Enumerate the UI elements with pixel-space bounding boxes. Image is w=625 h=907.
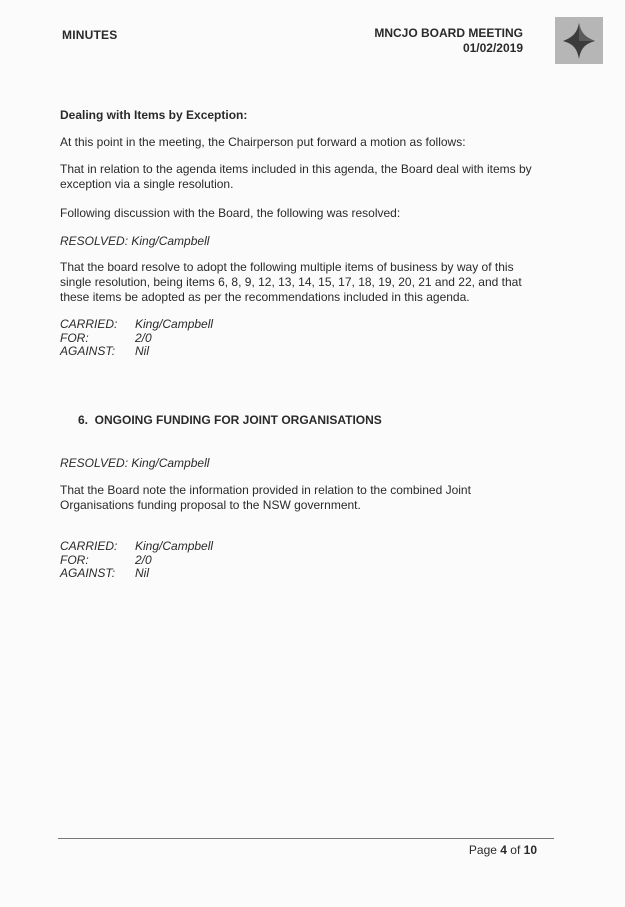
item6-resolved: RESOLVED: King/Campbell <box>60 456 210 470</box>
vote-for-value: 2/0 <box>135 552 152 567</box>
vote-for-label: FOR: <box>60 330 89 345</box>
page-prefix: Page <box>468 843 501 857</box>
item6-vote <box>60 540 213 581</box>
vote-for-value: 2/0 <box>135 330 152 345</box>
vote-against-label: AGAINST: <box>60 566 116 580</box>
vote-carried-label: CARRIED: <box>60 317 118 331</box>
vote-against-row <box>60 567 213 581</box>
item6-text: That the Board note the information provided in relation to the combined Joint Organisations funding proposal to the NSW government. <box>60 483 471 512</box>
header-meeting <box>374 26 523 56</box>
exception-heading: Dealing with Items by Exception: <box>60 108 248 122</box>
vote-against-value: Nil <box>135 566 149 580</box>
exception-intro: At this point in the meeting, the Chairperson put forward a motion as follows: <box>60 135 466 149</box>
header-meeting-date: 01/02/2019 <box>462 41 523 55</box>
vote-against-row <box>60 345 213 359</box>
exception-vote <box>60 318 213 359</box>
vote-carried-value: King/Campbell <box>135 539 214 553</box>
exception-motion: That in relation to the agenda items included in this agenda, the Board deal with items by exception via a single resolution. <box>60 162 532 191</box>
header-minutes: MINUTES <box>62 28 118 42</box>
page-total: 10 <box>523 843 537 857</box>
vote-carried-row <box>60 318 213 332</box>
header-meeting-title: MNCJO BOARD MEETING <box>374 26 523 40</box>
exception-resolution: That the board resolve to adopt the following multiple items of business by way of this single resolution, being items 6, 8, 9, 12, 13, 14, 15, 17, 18, 19, 20, 21 and 22, and that these items be adopted as per the recommendations included in this agenda. <box>60 260 522 304</box>
vote-for-row <box>60 554 213 568</box>
vote-carried-value: King/Campbell <box>135 317 214 331</box>
vote-carried-row <box>60 540 213 554</box>
mncjo-star-logo-icon <box>555 17 603 64</box>
exception-resolved: RESOLVED: King/Campbell <box>60 234 210 248</box>
footer-divider <box>58 838 554 839</box>
page-number <box>469 843 537 857</box>
vote-for-row <box>60 332 213 346</box>
vote-carried-label: CARRIED: <box>60 539 118 553</box>
vote-for-label: FOR: <box>60 552 89 567</box>
vote-against-value: Nil <box>135 344 149 358</box>
vote-against-label: AGAINST: <box>60 344 116 358</box>
item6-heading: 6. ONGOING FUNDING FOR JOINT ORGANISATIONS <box>78 413 382 427</box>
page-current: 4 <box>500 843 507 857</box>
page-of: of <box>506 843 524 857</box>
exception-discussion: Following discussion with the Board, the following was resolved: <box>60 206 401 220</box>
